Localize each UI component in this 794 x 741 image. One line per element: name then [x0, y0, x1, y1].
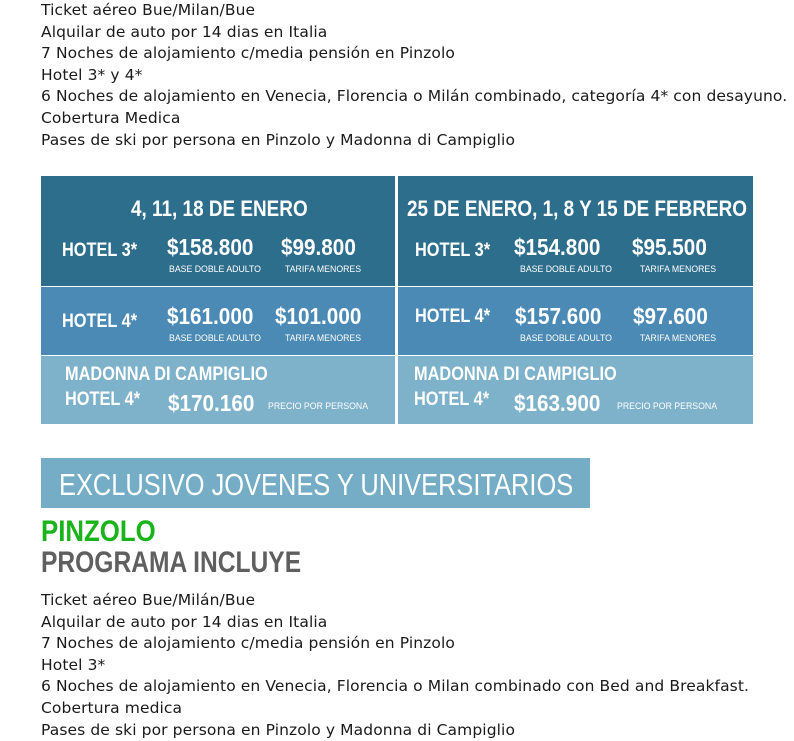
list-item: Ticket aéreo Bue/Milan/Bue	[41, 1, 256, 19]
madonna-sub: PRECIO POR PERSONA	[617, 401, 718, 412]
list-item: 6 Noches de alojamiento en Venecia, Florencia o Milan combinado con Bed and Breakfast.	[41, 677, 750, 696]
hotel4-sub-adult: BASE DOBLE ADULTO	[169, 333, 261, 344]
banner-text: EXCLUSIVO JOVENES Y UNIVERSITARIOS	[59, 467, 574, 502]
hotel4-label: HOTEL 4*	[62, 311, 138, 332]
hotel4-price-adult: $161.000	[167, 303, 254, 329]
madonna-title: MADONNA DI CAMPIGLIO	[65, 364, 268, 385]
pricing-table	[41, 176, 753, 424]
column-title: 25 DE ENERO, 1, 8 Y 15 DE FEBRERO	[407, 196, 747, 221]
column-title: 4, 11, 18 DE ENERO	[131, 196, 308, 221]
hotel3-sub-minor: TARIFA MENORES	[285, 264, 362, 275]
pricing-column-january	[41, 176, 395, 424]
hotel3-sub-adult: BASE DOBLE ADULTO	[520, 264, 612, 275]
list-item: Alquilar de auto por 14 dias en Italia	[41, 22, 328, 41]
list-item: 7 Noches de alojamiento c/media pensión en Pinzolo	[41, 634, 455, 653]
pricing-column-february	[398, 176, 753, 424]
list-item: Hotel 3* y 4*	[41, 65, 143, 84]
hotel3-price-adult: $154.800	[514, 234, 601, 260]
program-heading: PROGRAMA INCLUYE	[41, 546, 302, 579]
hotel4-sub-minor: TARIFA MENORES	[285, 333, 362, 344]
madonna-price: $163.900	[514, 390, 601, 416]
hotel3-price-adult: $158.800	[167, 234, 254, 260]
madonna-hotel-label: HOTEL 4*	[414, 389, 490, 410]
list-item: 6 Noches de alojamiento en Venecia, Florencia o Milán combinado, categoría 4* con desayuno.	[41, 87, 788, 106]
hotel4-price-minor: $101.000	[275, 303, 362, 329]
hotel4-price-minor: $97.600	[633, 303, 708, 329]
includes-list-top	[41, 0, 787, 151]
list-item: Ticket aéreo Bue/Milán/Bue	[41, 591, 256, 609]
hotel4-label: HOTEL 4*	[415, 306, 491, 327]
madonna-hotel-label: HOTEL 4*	[65, 389, 141, 410]
hotel4-sub-minor: TARIFA MENORES	[640, 333, 717, 344]
includes-list-bottom	[41, 590, 749, 741]
hotel3-label: HOTEL 3*	[62, 240, 138, 261]
hotel4-price-adult: $157.600	[515, 303, 602, 329]
list-item: Alquilar de auto por 14 dias en Italia	[41, 612, 328, 631]
list-item: Pases de ski por persona en Pinzolo y Madonna di Campiglio	[41, 130, 516, 149]
destination-title: PINZOLO	[41, 515, 156, 548]
madonna-title: MADONNA DI CAMPIGLIO	[414, 364, 617, 385]
exclusive-banner	[41, 458, 590, 508]
madonna-price: $170.160	[168, 390, 255, 416]
hotel3-sub-adult: BASE DOBLE ADULTO	[169, 264, 261, 275]
list-item: Cobertura medica	[41, 698, 183, 717]
hotel3-label: HOTEL 3*	[415, 240, 491, 261]
list-item: 7 Noches de alojamiento c/media pensión en Pinzolo	[41, 44, 455, 63]
list-item: Cobertura Medica	[41, 108, 181, 127]
list-item: Hotel 3*	[41, 655, 106, 674]
hotel4-sub-adult: BASE DOBLE ADULTO	[520, 333, 612, 344]
hotel3-price-minor: $99.800	[281, 234, 356, 260]
madonna-sub: PRECIO POR PERSONA	[268, 401, 369, 412]
list-item: Pases de ski por persona en Pinzolo y Madonna di Campiglio	[41, 720, 516, 739]
hotel3-price-minor: $95.500	[632, 234, 707, 260]
hotel3-sub-minor: TARIFA MENORES	[640, 264, 717, 275]
